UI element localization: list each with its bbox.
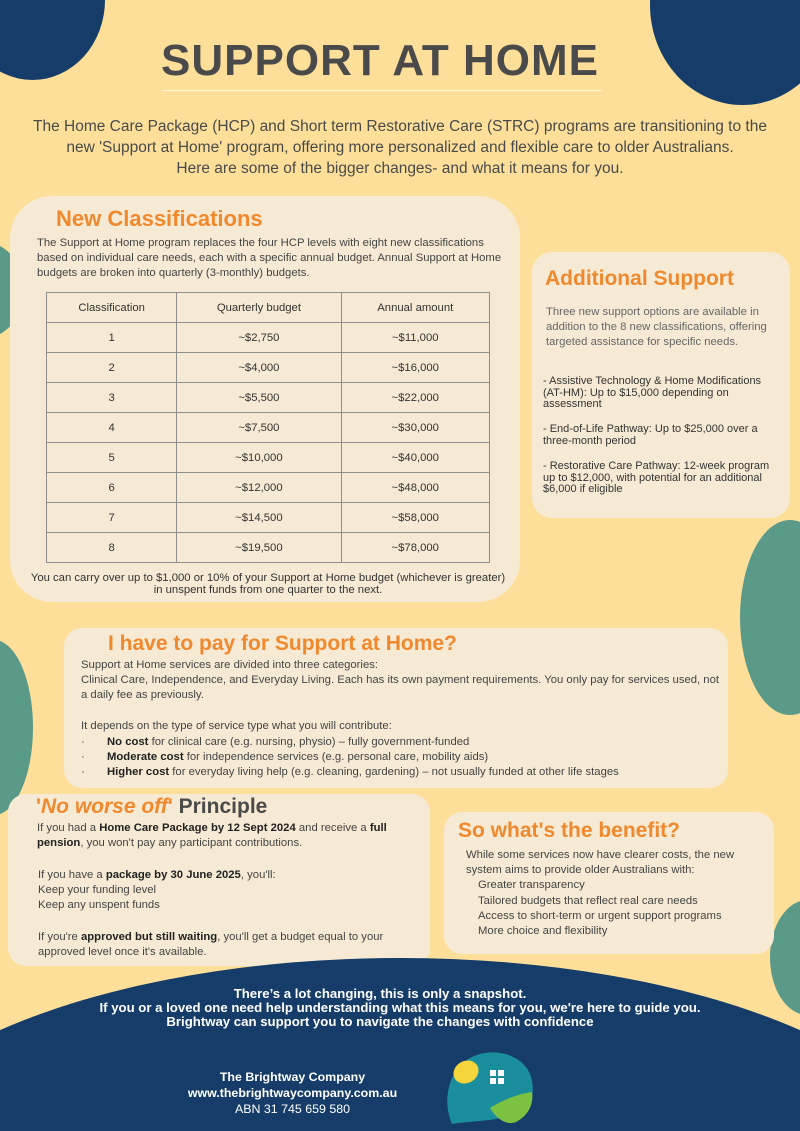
table-row	[47, 533, 490, 563]
payment-line: Support at Home services are divided into three categories:	[81, 659, 379, 671]
table-cell: ~$7,500	[177, 413, 341, 443]
table-cell: ~$22,000	[341, 383, 490, 413]
company-url[interactable]: www.thebrightwaycompany.com.au	[187, 1086, 398, 1100]
table-row	[47, 443, 490, 473]
brightway-logo-icon	[440, 1046, 540, 1131]
decor-blob	[740, 520, 800, 715]
table-cell: 8	[47, 533, 177, 563]
bullet-icon: ·	[81, 736, 85, 748]
additional-support-desc: Three new support options are available in addition to the 8 new classifications, offering targeted assistance for specific needs.	[546, 306, 767, 348]
table-cell: 7	[47, 503, 177, 533]
additional-support-heading: Additional Support	[545, 267, 734, 290]
support-item: - Restorative Care Pathway: 12-week program up to $12,000, with potential for an additional $6,000 if eligible	[543, 460, 770, 495]
no-worse-off-p3: Keep your funding level	[38, 884, 157, 896]
decor-blob	[0, 640, 33, 815]
table-cell: ~$10,000	[177, 443, 341, 473]
payment-line: It depends on the type of service type what you will contribute:	[81, 720, 392, 732]
table-cell: ~$4,000	[177, 353, 341, 383]
table-cell: ~$19,500	[177, 533, 341, 563]
support-item: - End-of-Life Pathway: Up to $25,000 over a three-month period	[543, 423, 758, 447]
list-item	[81, 750, 721, 765]
page-title: SUPPORT AT HOME	[161, 36, 599, 85]
table-cell: ~$58,000	[341, 503, 490, 533]
carry-over-note: You can carry over up to $1,000 or 10% of your Support at Home budget (whichever is greater) in unspent funds from one quarter to the next.	[30, 572, 506, 596]
column-header: Classification	[47, 293, 177, 323]
no-worse-off-heading	[36, 795, 267, 819]
cta-line: If you or a loved one need help understanding what this means for you, we're here to guide you.	[99, 1000, 701, 1015]
title-divider	[162, 90, 602, 91]
payment-line: Clinical Care, Independence, and Everyday Living. Each has its own payment requirements. You only pay for services used, not a daily fee as previously.	[81, 674, 720, 701]
table-cell: ~$16,000	[341, 353, 490, 383]
quote-mark: '	[36, 795, 41, 818]
table-cell: ~$48,000	[341, 473, 490, 503]
table-row	[47, 383, 490, 413]
cta-line: There’s a lot changing, this is only a snapshot.	[233, 986, 527, 1001]
table-cell: 1	[47, 323, 177, 353]
intro-line: Here are some of the bigger changes- and what it means for you.	[176, 160, 624, 177]
list-item	[81, 765, 721, 780]
list-item: Tailored budgets that reflect real care needs	[478, 895, 698, 907]
no-worse-off-p4: Keep any unspent funds	[38, 899, 160, 911]
table-cell: 3	[47, 383, 177, 413]
column-header: Quarterly budget	[177, 293, 341, 323]
list-item	[81, 735, 721, 750]
cost-level: Higher cost	[107, 766, 170, 778]
table-cell: ~$11,000	[341, 323, 490, 353]
list-item: Greater transparency	[478, 879, 585, 891]
cost-desc: for independence services (e.g. personal care, mobility aids)	[183, 751, 489, 763]
new-classifications-lead: The Support at Home program replaces the four HCP levels with eight new classifications based on individual care needs, each with a specific annual budget. Annual Support at Home budgets are broken into quarterly (3-monthly) budgets.	[37, 237, 502, 279]
table-cell: ~$40,000	[341, 443, 490, 473]
table-cell: ~$14,500	[177, 503, 341, 533]
table-cell: 4	[47, 413, 177, 443]
new-classifications-heading: New Classifications	[56, 206, 263, 231]
list-item: Access to short-term or urgent support programs	[478, 910, 722, 922]
bullet-icon: ·	[81, 751, 85, 763]
cost-desc: for clinical care (e.g. nursing, physio) – fully government-funded	[148, 736, 470, 748]
cost-level: No cost	[107, 736, 149, 748]
column-header: Annual amount	[341, 293, 490, 323]
intro-line: The Home Care Package (HCP) and Short term Restorative Care (STRC) programs are transitioning to the	[33, 118, 767, 135]
heading-italic: No worse off	[41, 795, 168, 818]
table-cell: ~$5,500	[177, 383, 341, 413]
intro-line: new 'Support at Home' program, offering more personalized and flexible care to older Australians.	[66, 139, 734, 156]
cost-level: Moderate cost	[107, 751, 184, 763]
table-row	[47, 503, 490, 533]
table-cell: ~$12,000	[177, 473, 341, 503]
table-cell: ~$30,000	[341, 413, 490, 443]
table-row	[47, 353, 490, 383]
company-name: The Brightway Company	[219, 1070, 366, 1084]
no-worse-off-card	[8, 794, 430, 966]
quote-mark: '	[167, 795, 173, 818]
support-item: - Assistive Technology & Home Modifications (AT-HM): Up to $15,000 depending on assessment	[543, 375, 762, 410]
table-row	[47, 473, 490, 503]
cta-line: Brightway can support you to navigate the changes with confidence	[166, 1014, 594, 1029]
cost-desc: for everyday living help (e.g. cleaning, gardening) – not usually funded at other life stages	[169, 766, 619, 778]
new-classifications-card	[10, 196, 520, 602]
table-row	[47, 413, 490, 443]
table-header-row	[47, 293, 490, 323]
table-cell: 5	[47, 443, 177, 473]
table-cell: ~$78,000	[341, 533, 490, 563]
company-abn: ABN 31 745 659 580	[234, 1102, 351, 1116]
no-worse-off-p5: If you're approved but still waiting, you'll get a budget equal to your approved level once it's available.	[38, 931, 384, 958]
decor-blob	[770, 900, 800, 1015]
no-worse-off-p2: If you have a package by 30 June 2025, you'll:	[38, 869, 276, 881]
benefit-lead: While some services now have clearer costs, the new system aims to provide older Australians with:	[466, 849, 735, 876]
list-item: More choice and flexibility	[478, 925, 608, 937]
payment-card	[64, 628, 728, 788]
classification-table	[46, 292, 490, 563]
table-cell: 2	[47, 353, 177, 383]
no-worse-off-p1: If you had a Home Care Package by 12 Sept 2024 and receive a full pension, you won't pay any participant contributions.	[37, 822, 387, 849]
table-cell: 6	[47, 473, 177, 503]
benefit-heading: So what's the benefit?	[458, 819, 681, 842]
additional-support-card	[532, 252, 790, 518]
benefit-card	[444, 812, 774, 954]
intro-text	[0, 116, 800, 179]
payment-heading: I have to pay for Support at Home?	[108, 632, 457, 655]
table-row	[47, 323, 490, 353]
heading-rest: Principle	[172, 795, 268, 818]
bullet-icon: ·	[81, 766, 85, 778]
table-cell: ~$2,750	[177, 323, 341, 353]
